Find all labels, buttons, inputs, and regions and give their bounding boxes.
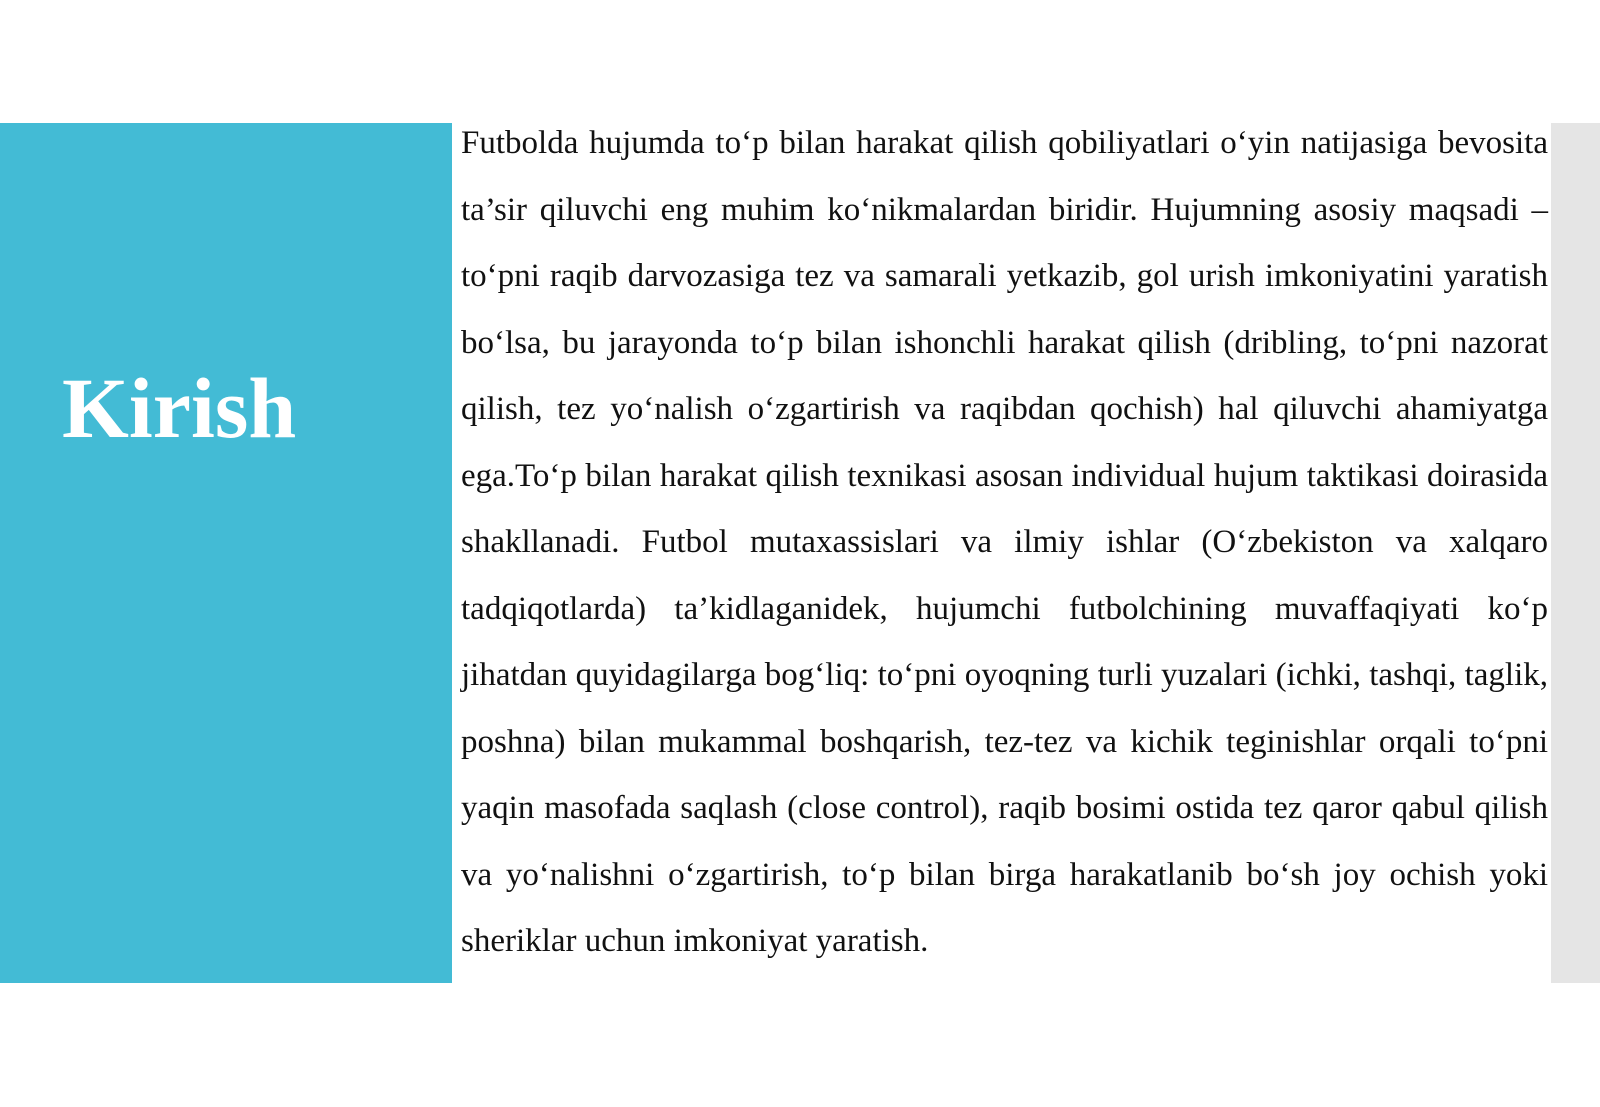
slide-title: Kirish: [62, 360, 297, 456]
body-paragraph: Futbolda hujumda to‘p bilan harakat qilish qobiliyatlari o‘yin natijasiga bevosita ta’sir qiluvchi eng muhim ko‘nikmalardan biridir. Hujumning asosiy maqsadi – to‘pni raqib darvozasiga tez va samarali yetkazib, gol urish imkoniyatini yaratish bo‘lsa, bu jarayonda to‘p bilan ishonchli harakat qilish (dribling, to‘pni nazorat qilish, tez yo‘nalish o‘zgartirish va raqibdan qochish) hal qiluvchi ahamiyatga ega.To‘p bilan harakat qilish texnikasi asosan individual hujum taktikasi doirasida shakllanadi. Futbol mutaxassislari va ilmiy ishlar (O‘zbekiston va xalqaro tadqiqotlarda) ta’kidlaganidek, hujumchi futbolchining muvaffaqiyati ko‘p jihatdan quyidagilarga bog‘liq: to‘pni oyoqning turli yuzalari (ichki, tashqi, taglik, poshna) bilan mukammal boshqarish, tez-tez va kichik teginishlar orqali to‘pni yaqin masofada saqlash (close control), raqib bosimi ostida tez qaror qabul qilish va yo‘nalishni o‘zgartirish, to‘p bilan birga harakatlanib bo‘sh joy ochish yoki sheriklar uchun imkoniyat yaratish.: [461, 125, 1548, 959]
title-panel: [0, 123, 452, 983]
side-accent-bar: [1551, 123, 1600, 983]
